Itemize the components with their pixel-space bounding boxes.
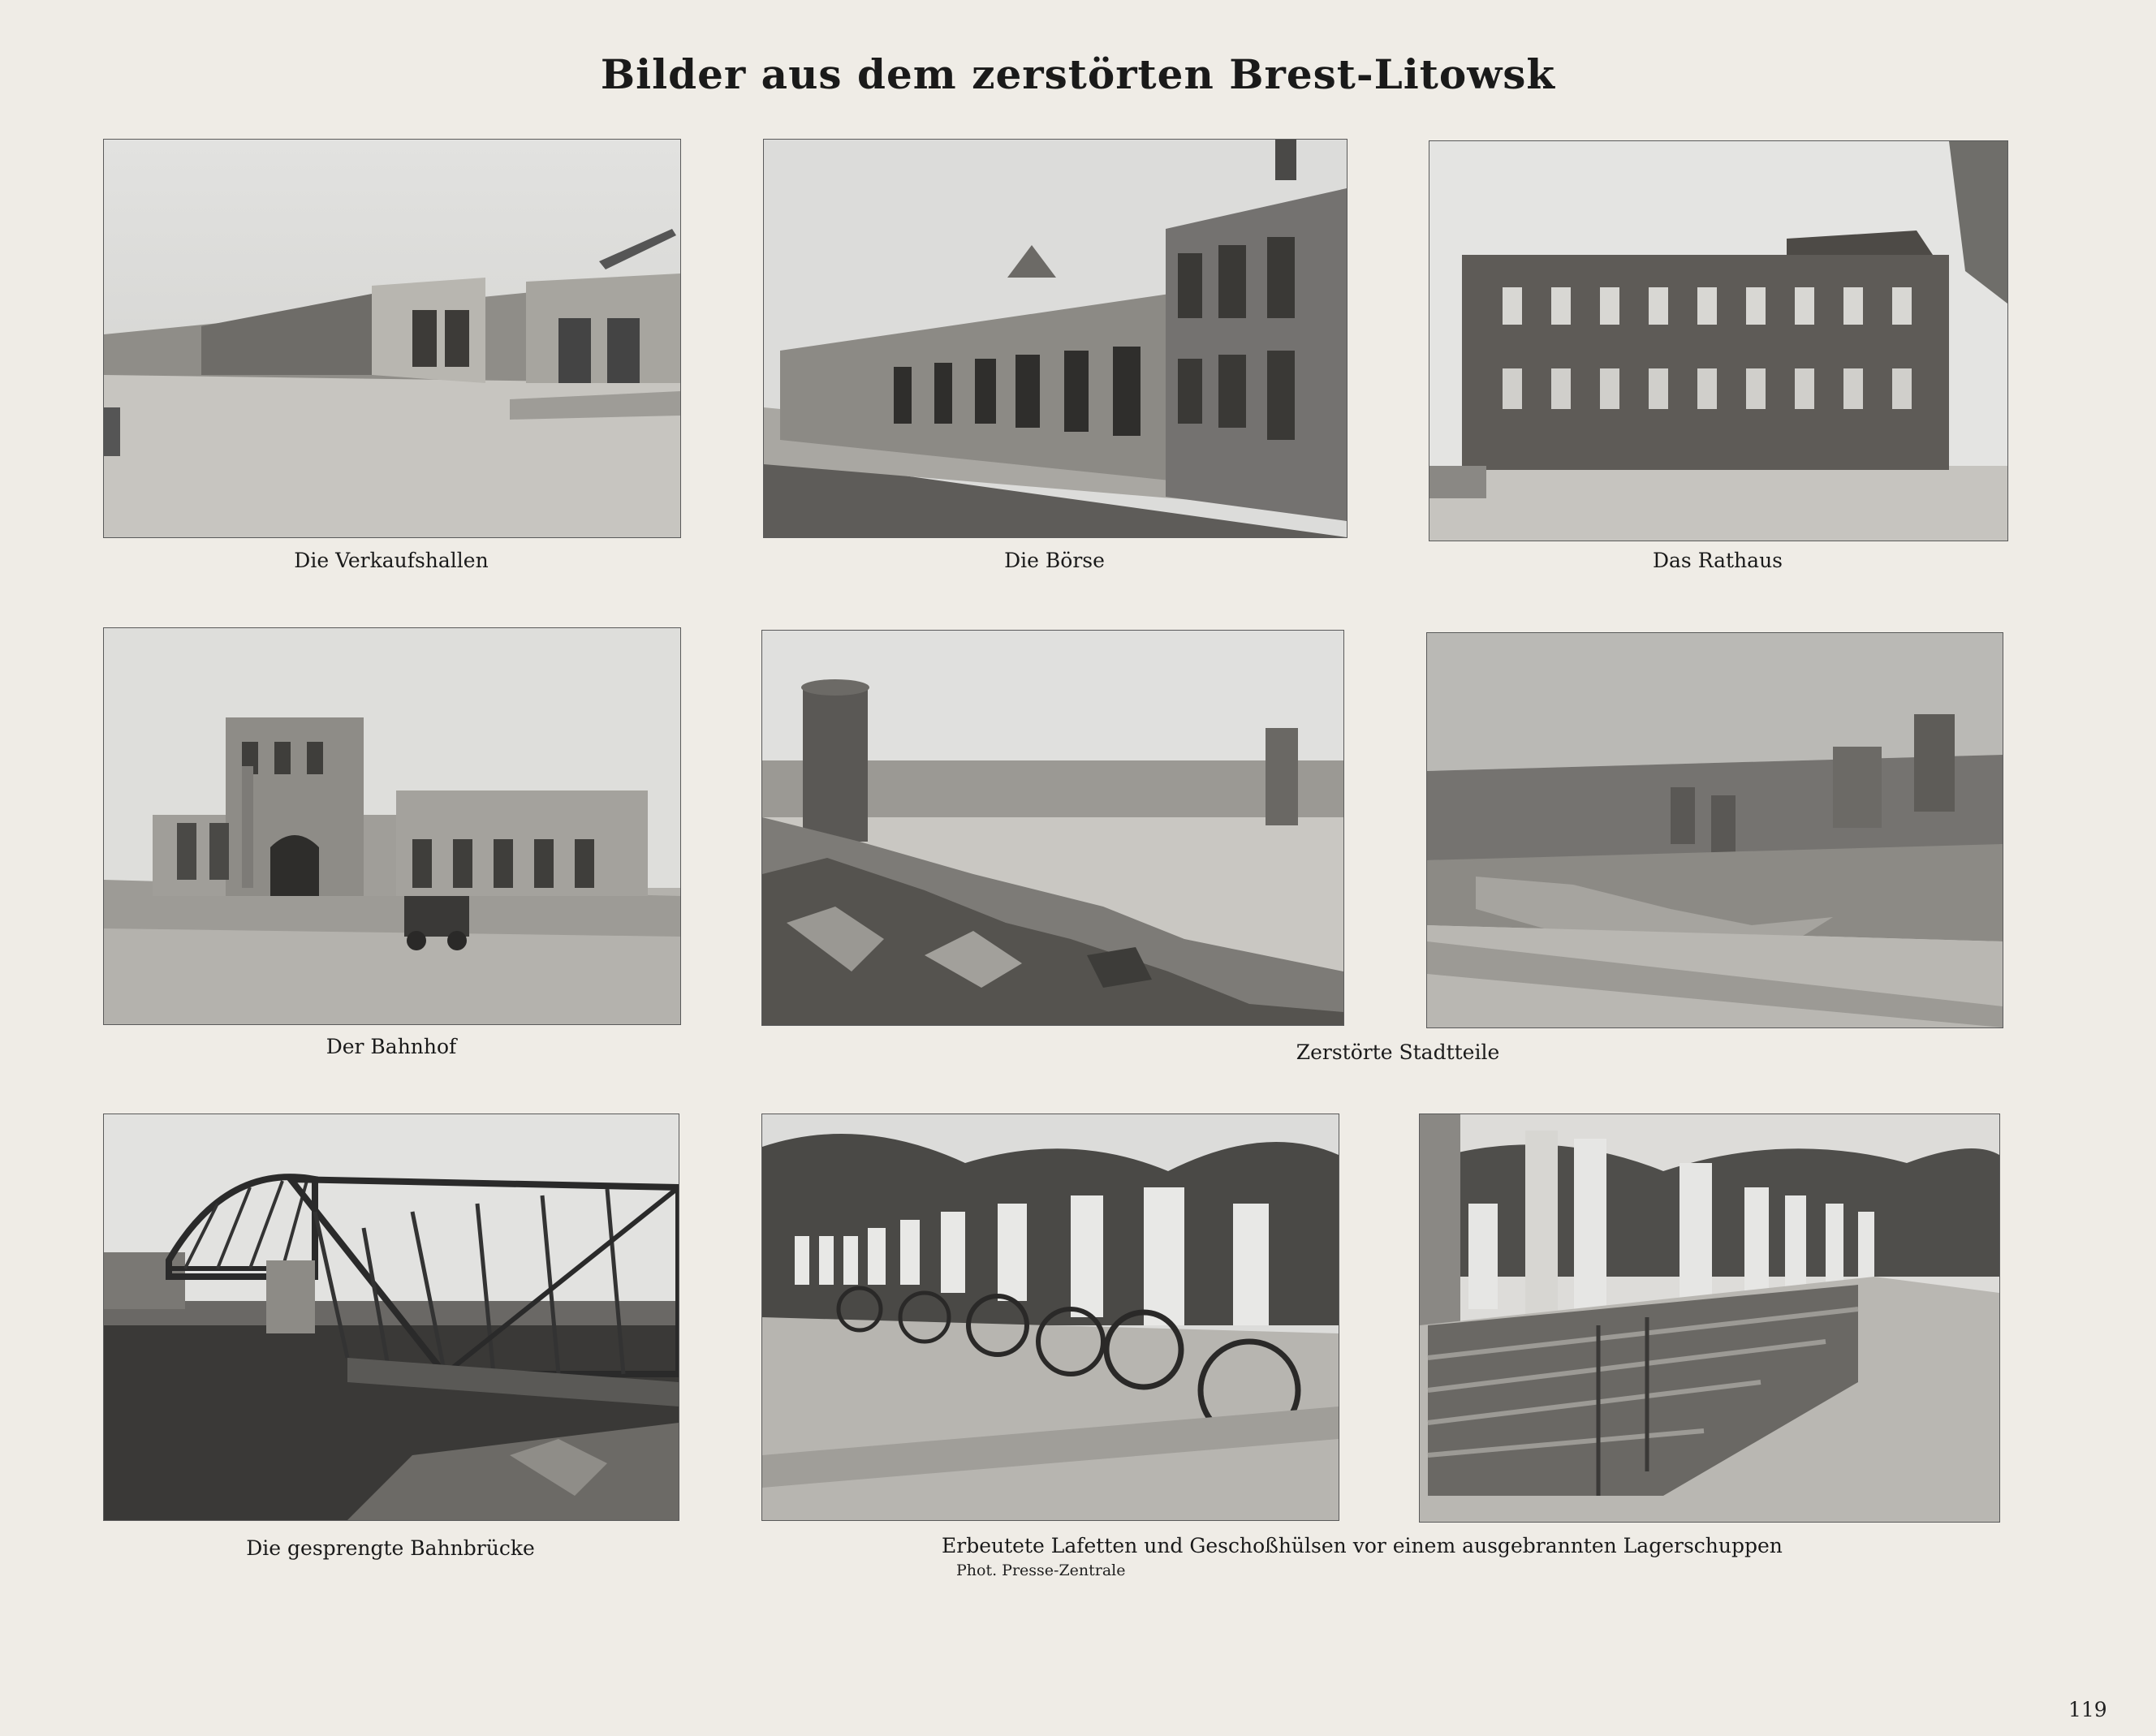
caption-bahnhof: Der Bahnhof xyxy=(326,1035,457,1058)
photo-credit: Phot. Presse-Zentrale xyxy=(956,1562,1126,1579)
photo-stadtteile-2 xyxy=(1426,632,2003,1028)
caption-stadtteile: Zerstörte Stadtteile xyxy=(1296,1040,1500,1064)
page-number: 119 xyxy=(2068,1698,2107,1721)
photo-stadtteile-1 xyxy=(761,630,1344,1026)
caption-lafetten: Erbeutete Lafetten und Geschoßhülsen vor einem ausgebrannten Lagerschuppen xyxy=(942,1534,1783,1557)
photo-bahnhof xyxy=(103,627,681,1025)
photo-boerse xyxy=(763,139,1348,538)
photo-lafetten-1 xyxy=(761,1114,1339,1521)
photo-bahnbruecke xyxy=(103,1114,679,1521)
photo-lafetten-2 xyxy=(1419,1114,2000,1523)
caption-verkaufshallen: Die Verkaufshallen xyxy=(294,549,489,572)
caption-boerse: Die Börse xyxy=(1004,549,1105,572)
page-title: Bilder aus dem zerstörten Brest-Litowsk xyxy=(600,50,1556,98)
caption-rathaus: Das Rathaus xyxy=(1652,549,1783,572)
photo-verkaufshallen xyxy=(103,139,681,538)
photo-rathaus xyxy=(1429,140,2008,541)
caption-bahnbruecke: Die gesprengte Bahnbrücke xyxy=(246,1536,535,1560)
